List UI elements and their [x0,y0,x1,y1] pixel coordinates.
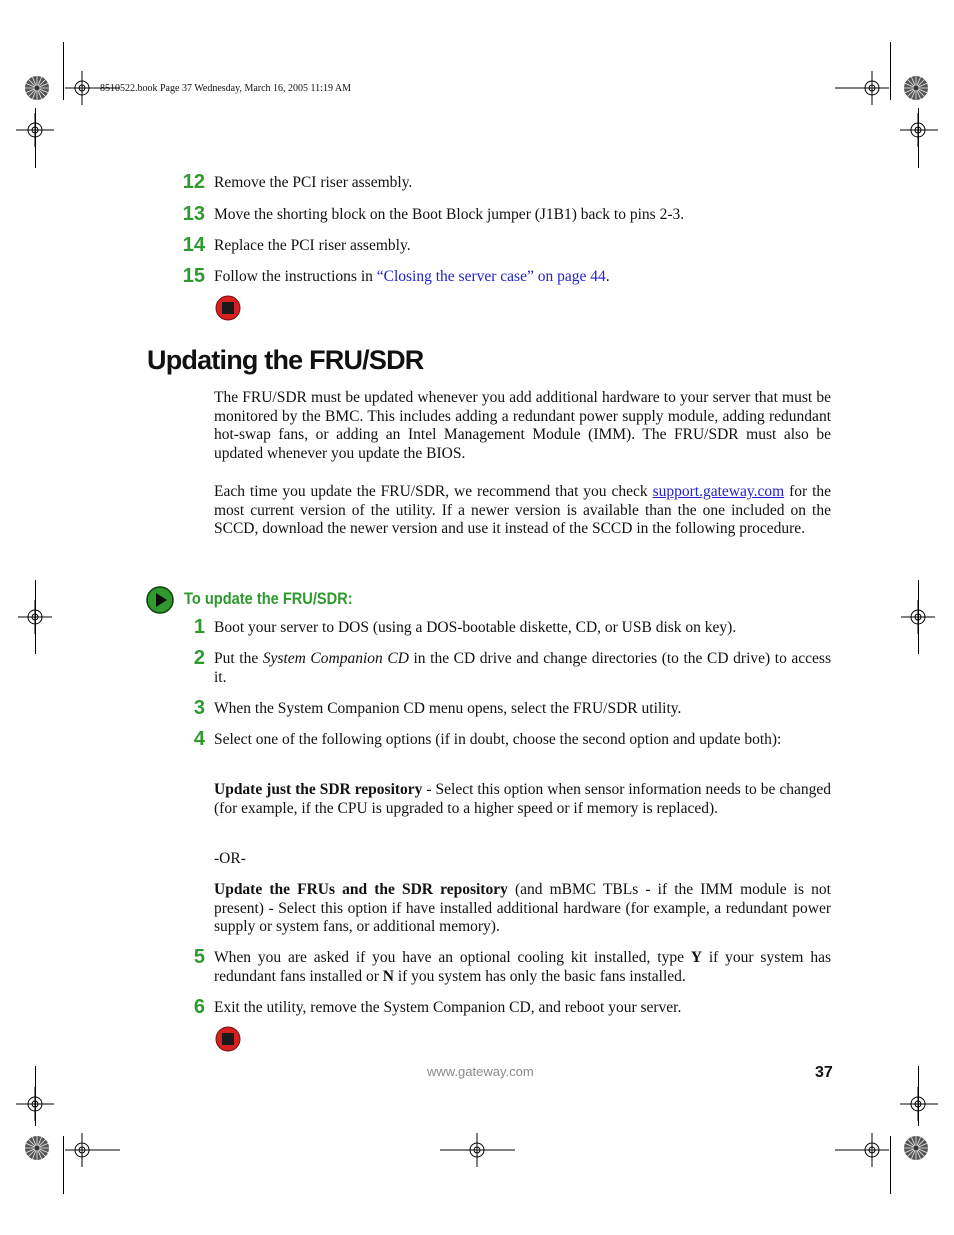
step-text-post: if you system has only the basic fans installed. [393,967,686,985]
step-text-pre: Follow the instructions in [214,268,377,285]
step-text [214,650,831,687]
key-label: Y [690,949,703,966]
step-number: 6 [193,996,205,1018]
step-text-mid: if your system has redundant fans installed or [214,949,831,985]
step-number: 1 [193,616,205,638]
step-text: Boot your server to DOS (using a DOS-bootable diskette, CD, or USB disk on key). [214,619,737,636]
step-number: 12 [182,171,205,193]
option-description: (and mBMC TBLs - if the IMM module is not present) - Select this option if have installed additional hardware (for example, a redundant power supply or system fans, or additional memory). [214,881,831,936]
step-text: Select one of the following options (if in doubt, choose the second option and update both): [214,731,782,748]
step-number: 3 [193,697,205,719]
intro-paragraph [214,483,831,539]
step-number: 14 [182,234,205,256]
option-title: Update the FRUs and the SDR repository [214,881,508,898]
stop-icon [215,295,241,321]
step-text: Replace the PCI riser assembly. [214,237,411,254]
footer-url: www.gateway.com [427,1064,534,1079]
stop-icon [215,1026,241,1052]
step-text-post: . [605,268,610,285]
step-text-post: in the CD drive and change directories (to the CD drive) to access it. [214,650,831,686]
play-arrow-icon [146,586,174,614]
print-slug: 8510522.book Page 37 Wednesday, March 16, 2005 11:19 AM [100,83,352,94]
step-number: 2 [193,647,205,669]
step-text [214,268,831,287]
support-gateway-link[interactable]: support.gateway.com [652,483,785,500]
step-text: Move the shorting block on the Boot Block jumper (J1B1) back to pins 2-3. [214,206,685,223]
option-frus-and-sdr [214,881,831,937]
step-number: 15 [182,265,205,287]
key-label: N [382,967,394,985]
option-sdr-only [214,781,831,818]
closing-server-case-link[interactable]: “Closing the server case” on page 44 [376,268,606,285]
step-text: Remove the PCI riser assembly. [214,174,413,191]
step-text [214,949,831,986]
paragraph-text: Each time you update the FRU/SDR, we recommend that you check [214,483,653,500]
step-number: 5 [193,946,205,968]
step-text-pre: Put the [214,650,263,667]
product-name: System Companion CD [262,650,409,667]
step-number: 4 [193,728,205,750]
step-text: When the System Companion CD menu opens, select the FRU/SDR utility. [214,700,682,717]
step-text-pre: When you are asked if you have an optional cooling kit installed, type [214,949,691,966]
step-number: 13 [182,203,205,225]
section-title: Updating the FRU/SDR [147,345,424,375]
page-number: 37 [815,1064,833,1081]
step-text: Exit the utility, remove the System Companion CD, and reboot your server. [214,999,682,1016]
paragraph-text: for the most current version of the utility. If a newer version is available than the one included on the SCCD, download the newer version and use it instead of the SCCD in the following procedure. [214,483,831,538]
procedure-title: To update the FRU/SDR: [184,589,353,608]
option-description: - Select this option when sensor information needs to be changed (for example, if the CPU is upgraded to a higher speed or if memory is replaced). [214,781,831,817]
intro-paragraph: The FRU/SDR must be updated whenever you add additional hardware to your server that must be monitored by the BMC. This includes adding a redundant power supply module, adding redundant hot-swap fans, or adding an Intel Management Module (IMM). The FRU/SDR must also be updated whenever you update the BIOS. [214,389,831,462]
or-separator: -OR- [214,850,246,867]
option-title: Update just the SDR repository [214,781,423,798]
